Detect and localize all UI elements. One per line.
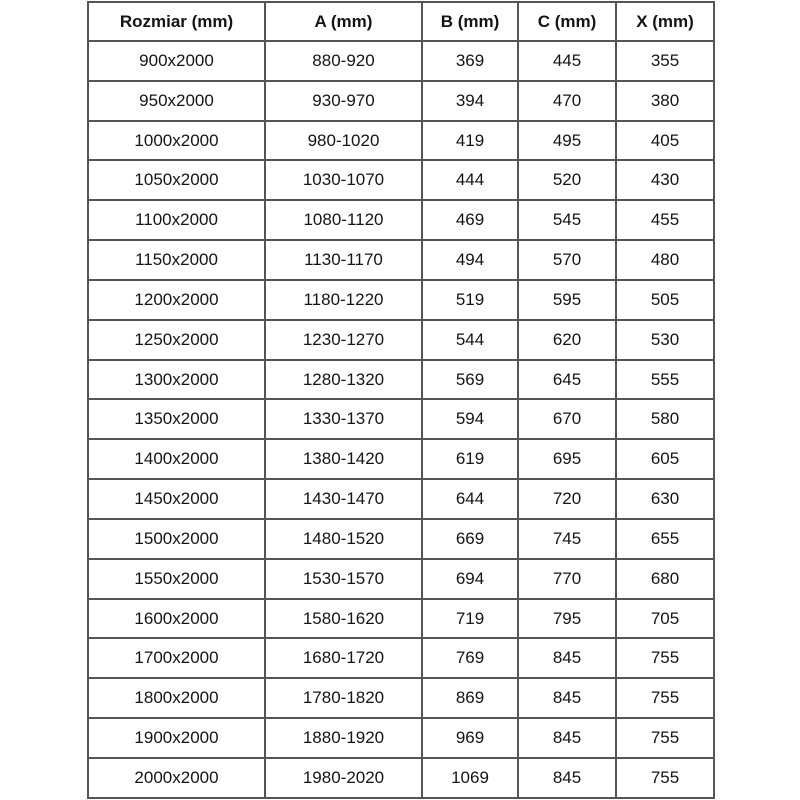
table-cell-x: 580 xyxy=(616,399,714,439)
table-cell-b: 719 xyxy=(422,599,518,639)
table-cell-a: 1480-1520 xyxy=(265,519,422,559)
table-row xyxy=(88,280,714,320)
table-cell-c: 845 xyxy=(518,678,616,718)
table-cell-rozmiar: 1100x2000 xyxy=(88,200,265,240)
table-cell-c: 545 xyxy=(518,200,616,240)
table-cell-a: 880-920 xyxy=(265,41,422,81)
column-header-c: C (mm) xyxy=(518,2,616,41)
table-cell-x: 530 xyxy=(616,320,714,360)
table-cell-c: 595 xyxy=(518,280,616,320)
table-cell-rozmiar: 1350x2000 xyxy=(88,399,265,439)
column-header-a: A (mm) xyxy=(265,2,422,41)
table-cell-a: 1680-1720 xyxy=(265,638,422,678)
table-cell-a: 1580-1620 xyxy=(265,599,422,639)
table-cell-rozmiar: 1400x2000 xyxy=(88,439,265,479)
table-cell-b: 469 xyxy=(422,200,518,240)
table-cell-rozmiar: 1000x2000 xyxy=(88,121,265,161)
table-cell-rozmiar: 1450x2000 xyxy=(88,479,265,519)
table-cell-x: 755 xyxy=(616,678,714,718)
table-cell-rozmiar: 1700x2000 xyxy=(88,638,265,678)
table-row xyxy=(88,718,714,758)
table-cell-c: 670 xyxy=(518,399,616,439)
table-cell-b: 1069 xyxy=(422,758,518,798)
table-cell-rozmiar: 950x2000 xyxy=(88,81,265,121)
table-row xyxy=(88,41,714,81)
table-cell-a: 1380-1420 xyxy=(265,439,422,479)
table-cell-b: 444 xyxy=(422,160,518,200)
table-cell-a: 1230-1270 xyxy=(265,320,422,360)
table-cell-x: 455 xyxy=(616,200,714,240)
column-header-x: X (mm) xyxy=(616,2,714,41)
table-cell-c: 845 xyxy=(518,638,616,678)
table-cell-b: 494 xyxy=(422,240,518,280)
table-cell-c: 520 xyxy=(518,160,616,200)
table-cell-a: 1430-1470 xyxy=(265,479,422,519)
table-body xyxy=(88,41,714,798)
table-cell-x: 380 xyxy=(616,81,714,121)
table-cell-b: 394 xyxy=(422,81,518,121)
table-row xyxy=(88,121,714,161)
table-cell-c: 620 xyxy=(518,320,616,360)
table-row xyxy=(88,160,714,200)
table-cell-c: 720 xyxy=(518,479,616,519)
table-cell-a: 1130-1170 xyxy=(265,240,422,280)
table-row xyxy=(88,638,714,678)
table-cell-b: 969 xyxy=(422,718,518,758)
table-cell-rozmiar: 1050x2000 xyxy=(88,160,265,200)
table-cell-c: 570 xyxy=(518,240,616,280)
table-cell-rozmiar: 1300x2000 xyxy=(88,360,265,400)
table-cell-c: 495 xyxy=(518,121,616,161)
table-cell-x: 705 xyxy=(616,599,714,639)
table-cell-x: 605 xyxy=(616,439,714,479)
column-header-rozmiar: Rozmiar (mm) xyxy=(88,2,265,41)
table-cell-rozmiar: 1600x2000 xyxy=(88,599,265,639)
table-row xyxy=(88,559,714,599)
table-cell-a: 1530-1570 xyxy=(265,559,422,599)
table-cell-rozmiar: 1500x2000 xyxy=(88,519,265,559)
table-cell-b: 769 xyxy=(422,638,518,678)
table-cell-a: 1330-1370 xyxy=(265,399,422,439)
table-cell-c: 845 xyxy=(518,758,616,798)
table-cell-c: 695 xyxy=(518,439,616,479)
table-cell-x: 655 xyxy=(616,519,714,559)
table-cell-a: 1980-2020 xyxy=(265,758,422,798)
table-cell-a: 930-970 xyxy=(265,81,422,121)
table-cell-c: 470 xyxy=(518,81,616,121)
table-cell-b: 619 xyxy=(422,439,518,479)
table-row xyxy=(88,599,714,639)
table-cell-b: 369 xyxy=(422,41,518,81)
table-cell-b: 569 xyxy=(422,360,518,400)
table-row xyxy=(88,678,714,718)
table-row xyxy=(88,479,714,519)
table-cell-rozmiar: 1800x2000 xyxy=(88,678,265,718)
table-cell-b: 644 xyxy=(422,479,518,519)
size-table-head xyxy=(88,2,714,41)
size-table xyxy=(87,1,715,799)
table-cell-c: 645 xyxy=(518,360,616,400)
table-cell-a: 1780-1820 xyxy=(265,678,422,718)
table-row xyxy=(88,758,714,798)
table-cell-a: 1180-1220 xyxy=(265,280,422,320)
header-row xyxy=(88,2,714,41)
column-header-b: B (mm) xyxy=(422,2,518,41)
table-cell-x: 555 xyxy=(616,360,714,400)
table-cell-a: 1030-1070 xyxy=(265,160,422,200)
table-cell-a: 1080-1120 xyxy=(265,200,422,240)
size-table-container xyxy=(87,1,713,799)
table-cell-x: 755 xyxy=(616,638,714,678)
table-cell-rozmiar: 1200x2000 xyxy=(88,280,265,320)
table-cell-b: 419 xyxy=(422,121,518,161)
table-cell-rozmiar: 2000x2000 xyxy=(88,758,265,798)
table-row xyxy=(88,81,714,121)
table-cell-rozmiar: 1150x2000 xyxy=(88,240,265,280)
table-cell-b: 694 xyxy=(422,559,518,599)
table-cell-x: 680 xyxy=(616,559,714,599)
table-cell-x: 505 xyxy=(616,280,714,320)
table-cell-x: 355 xyxy=(616,41,714,81)
table-cell-a: 1280-1320 xyxy=(265,360,422,400)
table-cell-rozmiar: 1550x2000 xyxy=(88,559,265,599)
table-cell-a: 1880-1920 xyxy=(265,718,422,758)
table-cell-rozmiar: 900x2000 xyxy=(88,41,265,81)
table-cell-c: 795 xyxy=(518,599,616,639)
table-cell-x: 405 xyxy=(616,121,714,161)
table-cell-c: 770 xyxy=(518,559,616,599)
table-cell-x: 755 xyxy=(616,758,714,798)
table-cell-a: 980-1020 xyxy=(265,121,422,161)
table-row xyxy=(88,360,714,400)
table-row xyxy=(88,320,714,360)
table-cell-x: 480 xyxy=(616,240,714,280)
table-cell-b: 519 xyxy=(422,280,518,320)
table-cell-c: 445 xyxy=(518,41,616,81)
table-row xyxy=(88,519,714,559)
table-cell-rozmiar: 1250x2000 xyxy=(88,320,265,360)
table-cell-b: 544 xyxy=(422,320,518,360)
table-row xyxy=(88,200,714,240)
table-row xyxy=(88,439,714,479)
table-cell-b: 594 xyxy=(422,399,518,439)
table-cell-rozmiar: 1900x2000 xyxy=(88,718,265,758)
table-cell-x: 630 xyxy=(616,479,714,519)
table-cell-x: 430 xyxy=(616,160,714,200)
table-row xyxy=(88,240,714,280)
table-cell-b: 669 xyxy=(422,519,518,559)
table-cell-x: 755 xyxy=(616,718,714,758)
table-row xyxy=(88,399,714,439)
table-cell-c: 845 xyxy=(518,718,616,758)
table-cell-c: 745 xyxy=(518,519,616,559)
table-cell-b: 869 xyxy=(422,678,518,718)
